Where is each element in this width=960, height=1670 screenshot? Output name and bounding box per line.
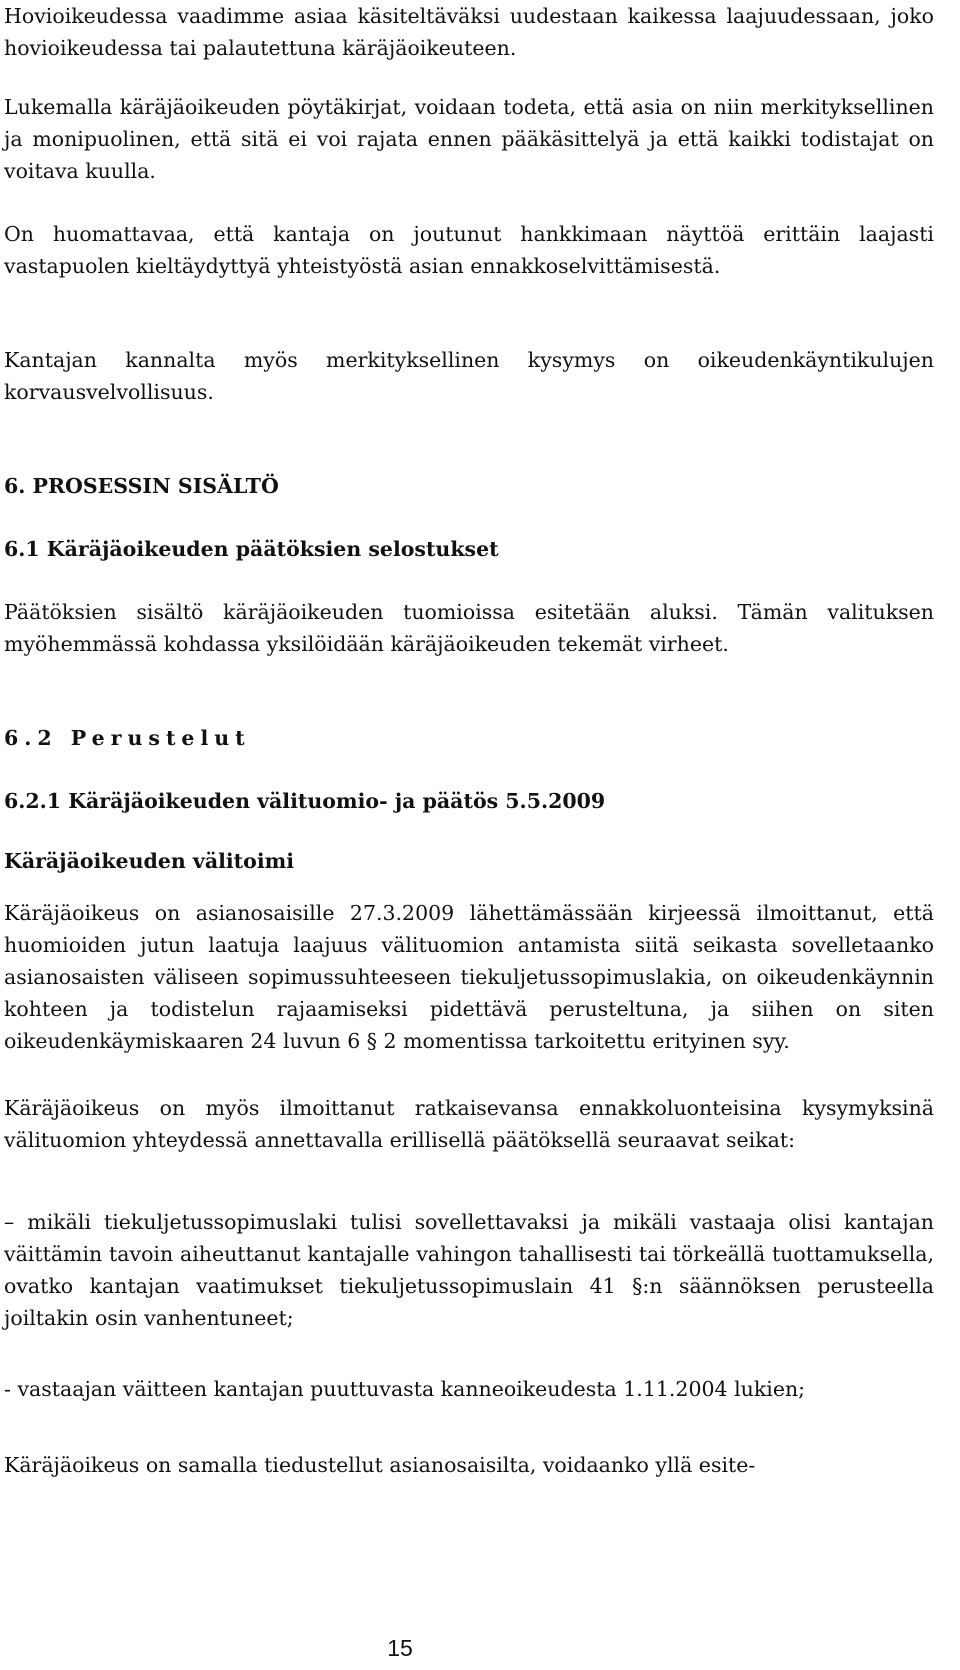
heading-section-6-1: 6.1 Käräjäoikeuden päätöksien selostukset [4,537,499,561]
heading-section-6: 6. PROSESSIN SISÄLTÖ [4,474,279,498]
paragraph-decisions-summary: Päätöksien sisältö käräjäoikeuden tuomioissa esitetään aluksi. Tämän valituksen myöhemmässä kohdassa yksilöidään käräjäoikeuden tekemät virheet. [4,600,934,656]
paragraph-appeal-request: Hovioikeudessa vaadimme asiaa käsiteltäväksi uudestaan kaikessa laajuudessaan, joko hovioikeudessa tai palautettuna käräjäoikeuteen. [4,4,934,60]
paragraph-inquiry: Käräjäoikeus on samalla tiedustellut asianosaisilta, voidaanko yllä esite- [4,1453,756,1477]
paragraph-evidence: On huomattavaa, että kantaja on joutunut hankkimaan näyttöä erittäin laajasti vastapuolen kieltäydyttyä yhteistyöstä asian ennakkoselvittämisestä. [4,222,934,278]
heading-interim-measure: Käräjäoikeuden välitoimi [4,849,295,873]
page-number: 15 [387,1635,413,1661]
paragraph-preliminary-questions: Käräjäoikeus on myös ilmoittanut ratkaisevansa ennakkoluonteisina kysymyksinä välituomion yhteydessä annettavalla erillisellä päätöksellä seuraavat seikat: [4,1096,934,1152]
list-item-second-question: - vastaajan väitteen kantajan puuttuvasta kanneoikeudesta 1.11.2004 lukien; [4,1377,806,1401]
list-item-first-question: – mikäli tiekuljetussopimuslaki tulisi sovellettavaksi ja mikäli vastaaja olisi kantajan väittämin tavoin aiheuttanut kantajalle vahingon tahallisesti tai törkeällä tuottamuksella, ovatko kantajan vaatimukset tiekuljetussopimuslain 41 §:n säännöksen perusteella joiltakin osin vanhentuneet; [4,1210,934,1330]
heading-section-6-2-1: 6.2.1 Käräjäoikeuden välituomio- ja päätös 5.5.2009 [4,789,606,813]
heading-section-6-2: 6.2 Perustelut [4,726,251,750]
paragraph-court-letter: Käräjäoikeus on asianosaisille 27.3.2009 lähettämässään kirjeessä ilmoittanut, että huomioiden jutun laatuja laajuus välituomion antamista siitä seikasta sovelletaanko asianosaisten väliseen sopimussuhteeseen tiekuljetussopimuslakia, on oikeudenkäynnin kohteen ja todistelun rajaamiseksi pidettävä perusteltuna, ja siihen on siten oikeudenkäymiskaaren 24 luvun 6 § 2 momentissa tarkoitettu erityinen syy. [4,901,934,1053]
paragraph-costs: Kantajan kannalta myös merkityksellinen kysymys on oikeudenkäyntikulujen korvausvelvollisuus. [4,348,934,404]
paragraph-court-records: Lukemalla käräjäoikeuden pöytäkirjat, voidaan todeta, että asia on niin merkityksellinen ja monipuolinen, että sitä ei voi rajata ennen pääkäsittelyä ja että kaikki todistajat on voitava kuulla. [4,95,934,183]
